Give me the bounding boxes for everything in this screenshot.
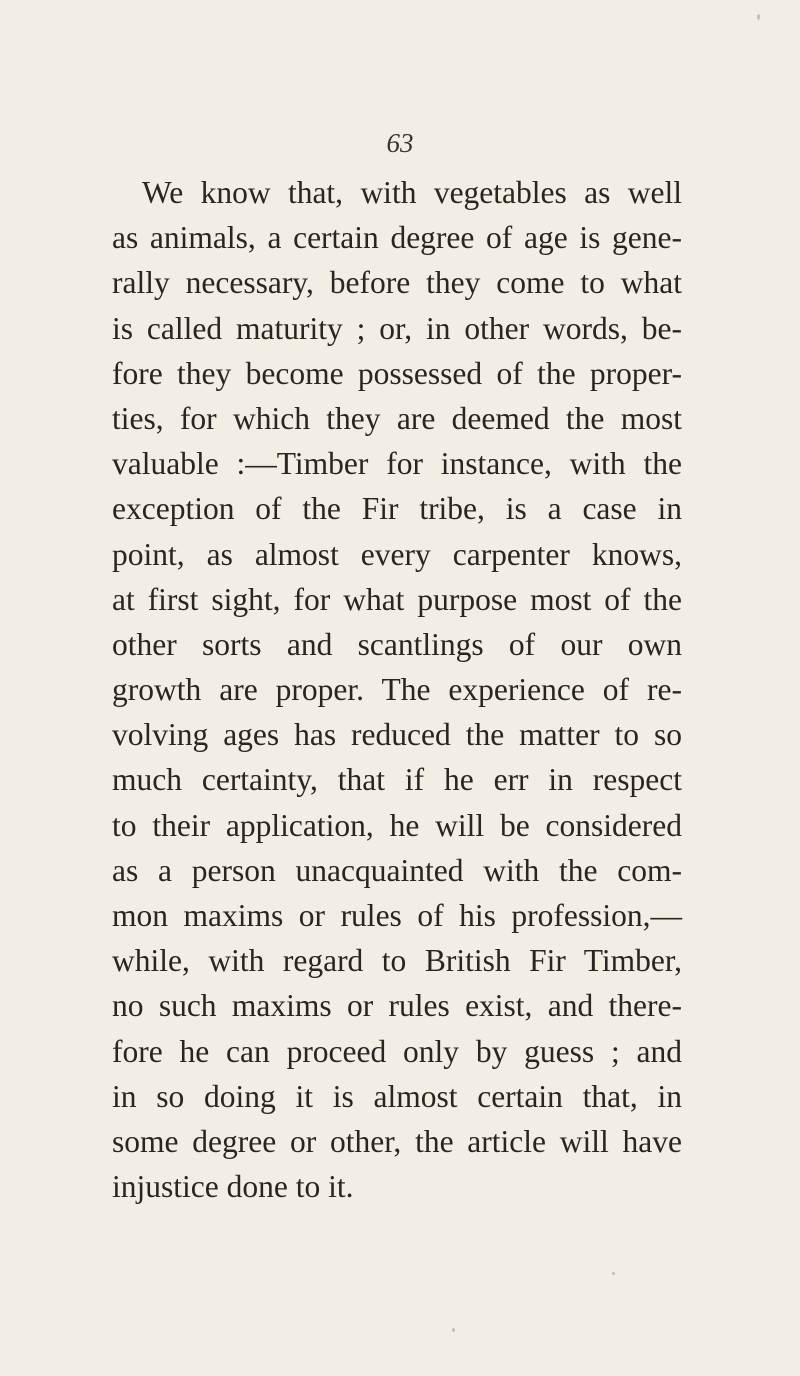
text-line: We know that, with vegetables as well [142,175,682,210]
page-number: 63 [386,128,414,158]
text-line: no such maxims or rules exist, and there- [112,988,682,1024]
text-line: some degree or other, the article will have [112,1123,682,1159]
text-line: ties, for which they are deemed the most [112,400,682,436]
text-line: to their application, he will be considered [112,807,682,843]
text-line: as a person unacquainted with the com- [112,852,682,888]
body-paragraph [112,170,682,1209]
text-line: injustice done to it. [112,1169,354,1205]
text-line: point, as almost every carpenter knows, [112,536,682,572]
text-line: is called maturity ; or, in other words, be- [112,310,682,346]
text-line: rally necessary, before they come to what [112,265,682,301]
text-line: growth are proper. The experience of re- [112,672,682,708]
text-line: mon maxims or rules of his profession,— [112,898,682,933]
text-line: exception of the Fir tribe, is a case in [112,491,682,527]
text-line: at first sight, for what purpose most of the [112,581,682,617]
text-line: while, with regard to British Fir Timber, [112,943,682,979]
text-line: fore they become possessed of the proper- [112,355,682,391]
text-line: other sorts and scantlings of our own [112,626,682,662]
paper-speck [612,1272,615,1275]
paper-speck [452,1328,455,1332]
text-line: volving ages has reduced the matter to so [112,717,682,753]
text-line: as animals, a certain degree of age is gene- [112,220,682,256]
text-line: in so doing it is almost certain that, in [112,1078,682,1114]
text-line: valuable :—Timber for instance, with the [112,446,682,482]
text-line: much certainty, that if he err in respect [112,762,682,798]
paper-speck [757,14,760,20]
text-line: fore he can proceed only by guess ; and [112,1033,682,1069]
